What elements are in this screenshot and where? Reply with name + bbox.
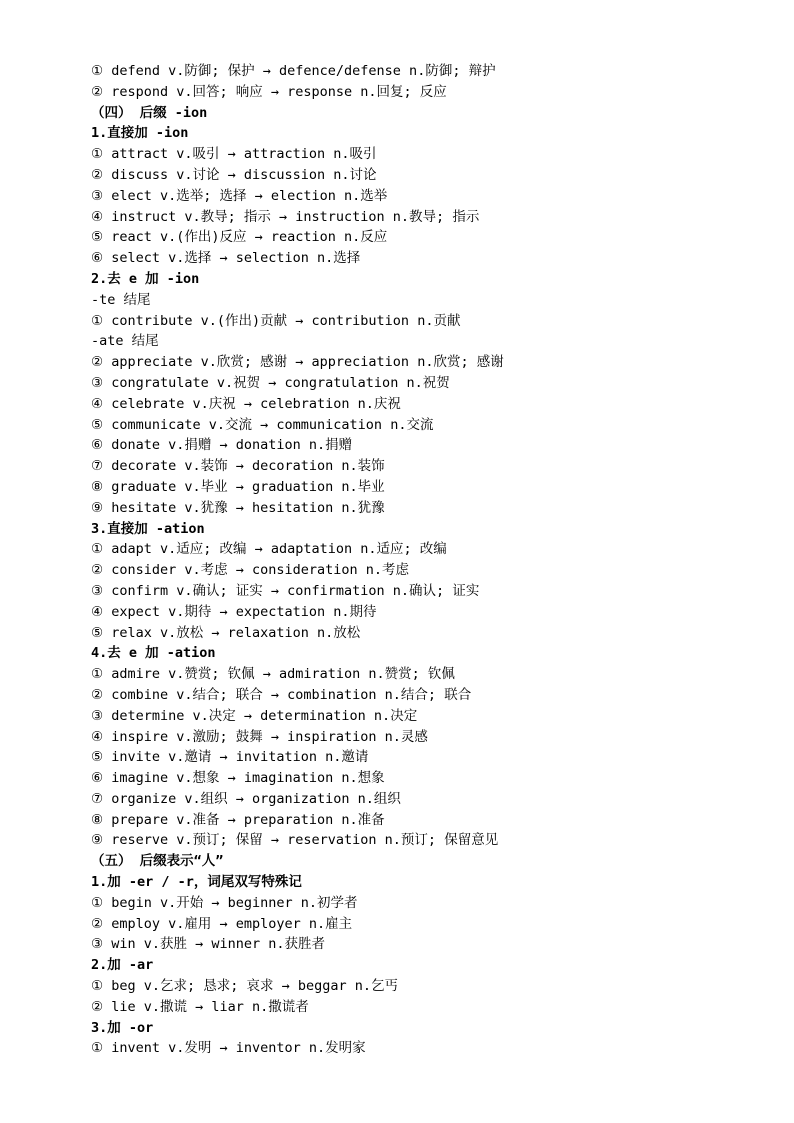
section-heading: （四） 后缀 -ion bbox=[91, 104, 208, 121]
section-heading: 4.去 e 加 -ation bbox=[91, 645, 216, 662]
text-line: ⑥ donate v.捐赠 → donation n.捐赠 bbox=[91, 437, 353, 454]
section-heading: 3.加 -or bbox=[91, 1019, 154, 1036]
section-heading: 3.直接加 -ation bbox=[91, 520, 205, 537]
text-line: -ate 结尾 bbox=[91, 333, 159, 350]
text-line: ⑦ decorate v.装饰 → decoration n.装饰 bbox=[91, 458, 385, 475]
section-heading: 2.加 -ar bbox=[91, 957, 154, 974]
text-line: ① contribute v.(作出)贡献 → contribution n.贡献 bbox=[91, 312, 461, 329]
text-line: -te 结尾 bbox=[91, 291, 151, 308]
text-line: ⑤ communicate v.交流 → communication n.交流 bbox=[91, 416, 434, 433]
text-line: ① admire v.赞赏; 钦佩 → admiration n.赞赏; 钦佩 bbox=[91, 666, 455, 683]
text-line: ④ celebrate v.庆祝 → celebration n.庆祝 bbox=[91, 395, 401, 412]
text-line: ② appreciate v.欣赏; 感谢 → appreciation n.欣赏; 感谢 bbox=[91, 354, 504, 371]
text-line: ② employ v.雇用 → employer n.雇主 bbox=[91, 915, 353, 932]
section-heading: （五） 后缀表示“人” bbox=[91, 853, 224, 870]
text-line: ⑤ invite v.邀请 → invitation n.邀请 bbox=[91, 749, 369, 766]
text-line: ③ congratulate v.祝贺 → congratulation n.祝贺 bbox=[91, 374, 450, 391]
text-line: ⑥ imagine v.想象 → imagination n.想象 bbox=[91, 770, 385, 787]
text-line: ⑦ organize v.组织 → organization n.组织 bbox=[91, 790, 401, 807]
text-line: ③ confirm v.确认; 证实 → confirmation n.确认; 证实 bbox=[91, 582, 480, 599]
text-line: ④ instruct v.教导; 指示 → instruction n.教导; 指示 bbox=[91, 208, 480, 225]
text-line: ⑧ graduate v.毕业 → graduation n.毕业 bbox=[91, 478, 385, 495]
text-line: ① defend v.防御; 保护 → defence/defense n.防御; 辩护 bbox=[91, 63, 496, 79]
section-heading: 1.加 -er / -r，词尾双写特殊记 bbox=[91, 874, 302, 891]
text-line: ⑨ reserve v.预订; 保留 → reservation n.预订; 保留意见 bbox=[91, 832, 499, 849]
text-line: ⑨ hesitate v.犹豫 → hesitation n.犹豫 bbox=[91, 499, 385, 516]
text-line: ③ determine v.决定 → determination n.决定 bbox=[91, 707, 418, 724]
text-line: ② combine v.结合; 联合 → combination n.结合; 联合 bbox=[91, 686, 472, 703]
text-line: ④ expect v.期待 → expectation n.期待 bbox=[91, 603, 377, 620]
text-line: ② respond v.回答; 响应 → response n.回复; 反应 bbox=[91, 83, 447, 100]
text-line: ② discuss v.讨论 → discussion n.讨论 bbox=[91, 166, 377, 183]
text-line: ① adapt v.适应; 改编 → adaptation n.适应; 改编 bbox=[91, 541, 447, 558]
text-line: ⑤ react v.(作出)反应 → reaction n.反应 bbox=[91, 229, 388, 246]
section-heading: 1.直接加 -ion bbox=[91, 125, 189, 142]
text-line: ⑧ prepare v.准备 → preparation n.准备 bbox=[91, 811, 385, 828]
text-line: ⑤ relax v.放松 → relaxation n.放松 bbox=[91, 624, 361, 641]
text-line: ③ win v.获胜 → winner n.获胜者 bbox=[91, 936, 326, 953]
text-line: ② lie v.撒谎 → liar n.撒谎者 bbox=[91, 998, 309, 1015]
document-body bbox=[91, 61, 751, 1059]
text-line: ② consider v.考虑 → consideration n.考虑 bbox=[91, 562, 410, 579]
text-line: ③ elect v.选举; 选择 → election n.选举 bbox=[91, 187, 388, 204]
text-line: ① attract v.吸引 → attraction n.吸引 bbox=[91, 146, 377, 163]
text-line: ① beg v.乞求; 恳求; 哀求 → beggar n.乞丐 bbox=[91, 978, 399, 995]
section-heading: 2.去 e 加 -ion bbox=[91, 270, 200, 287]
text-line: ① invent v.发明 → inventor n.发明家 bbox=[91, 1040, 366, 1057]
text-line: ⑥ select v.选择 → selection n.选择 bbox=[91, 250, 361, 267]
text-line: ④ inspire v.激励; 鼓舞 → inspiration n.灵感 bbox=[91, 728, 428, 745]
text-line: ① begin v.开始 → beginner n.初学者 bbox=[91, 894, 358, 911]
